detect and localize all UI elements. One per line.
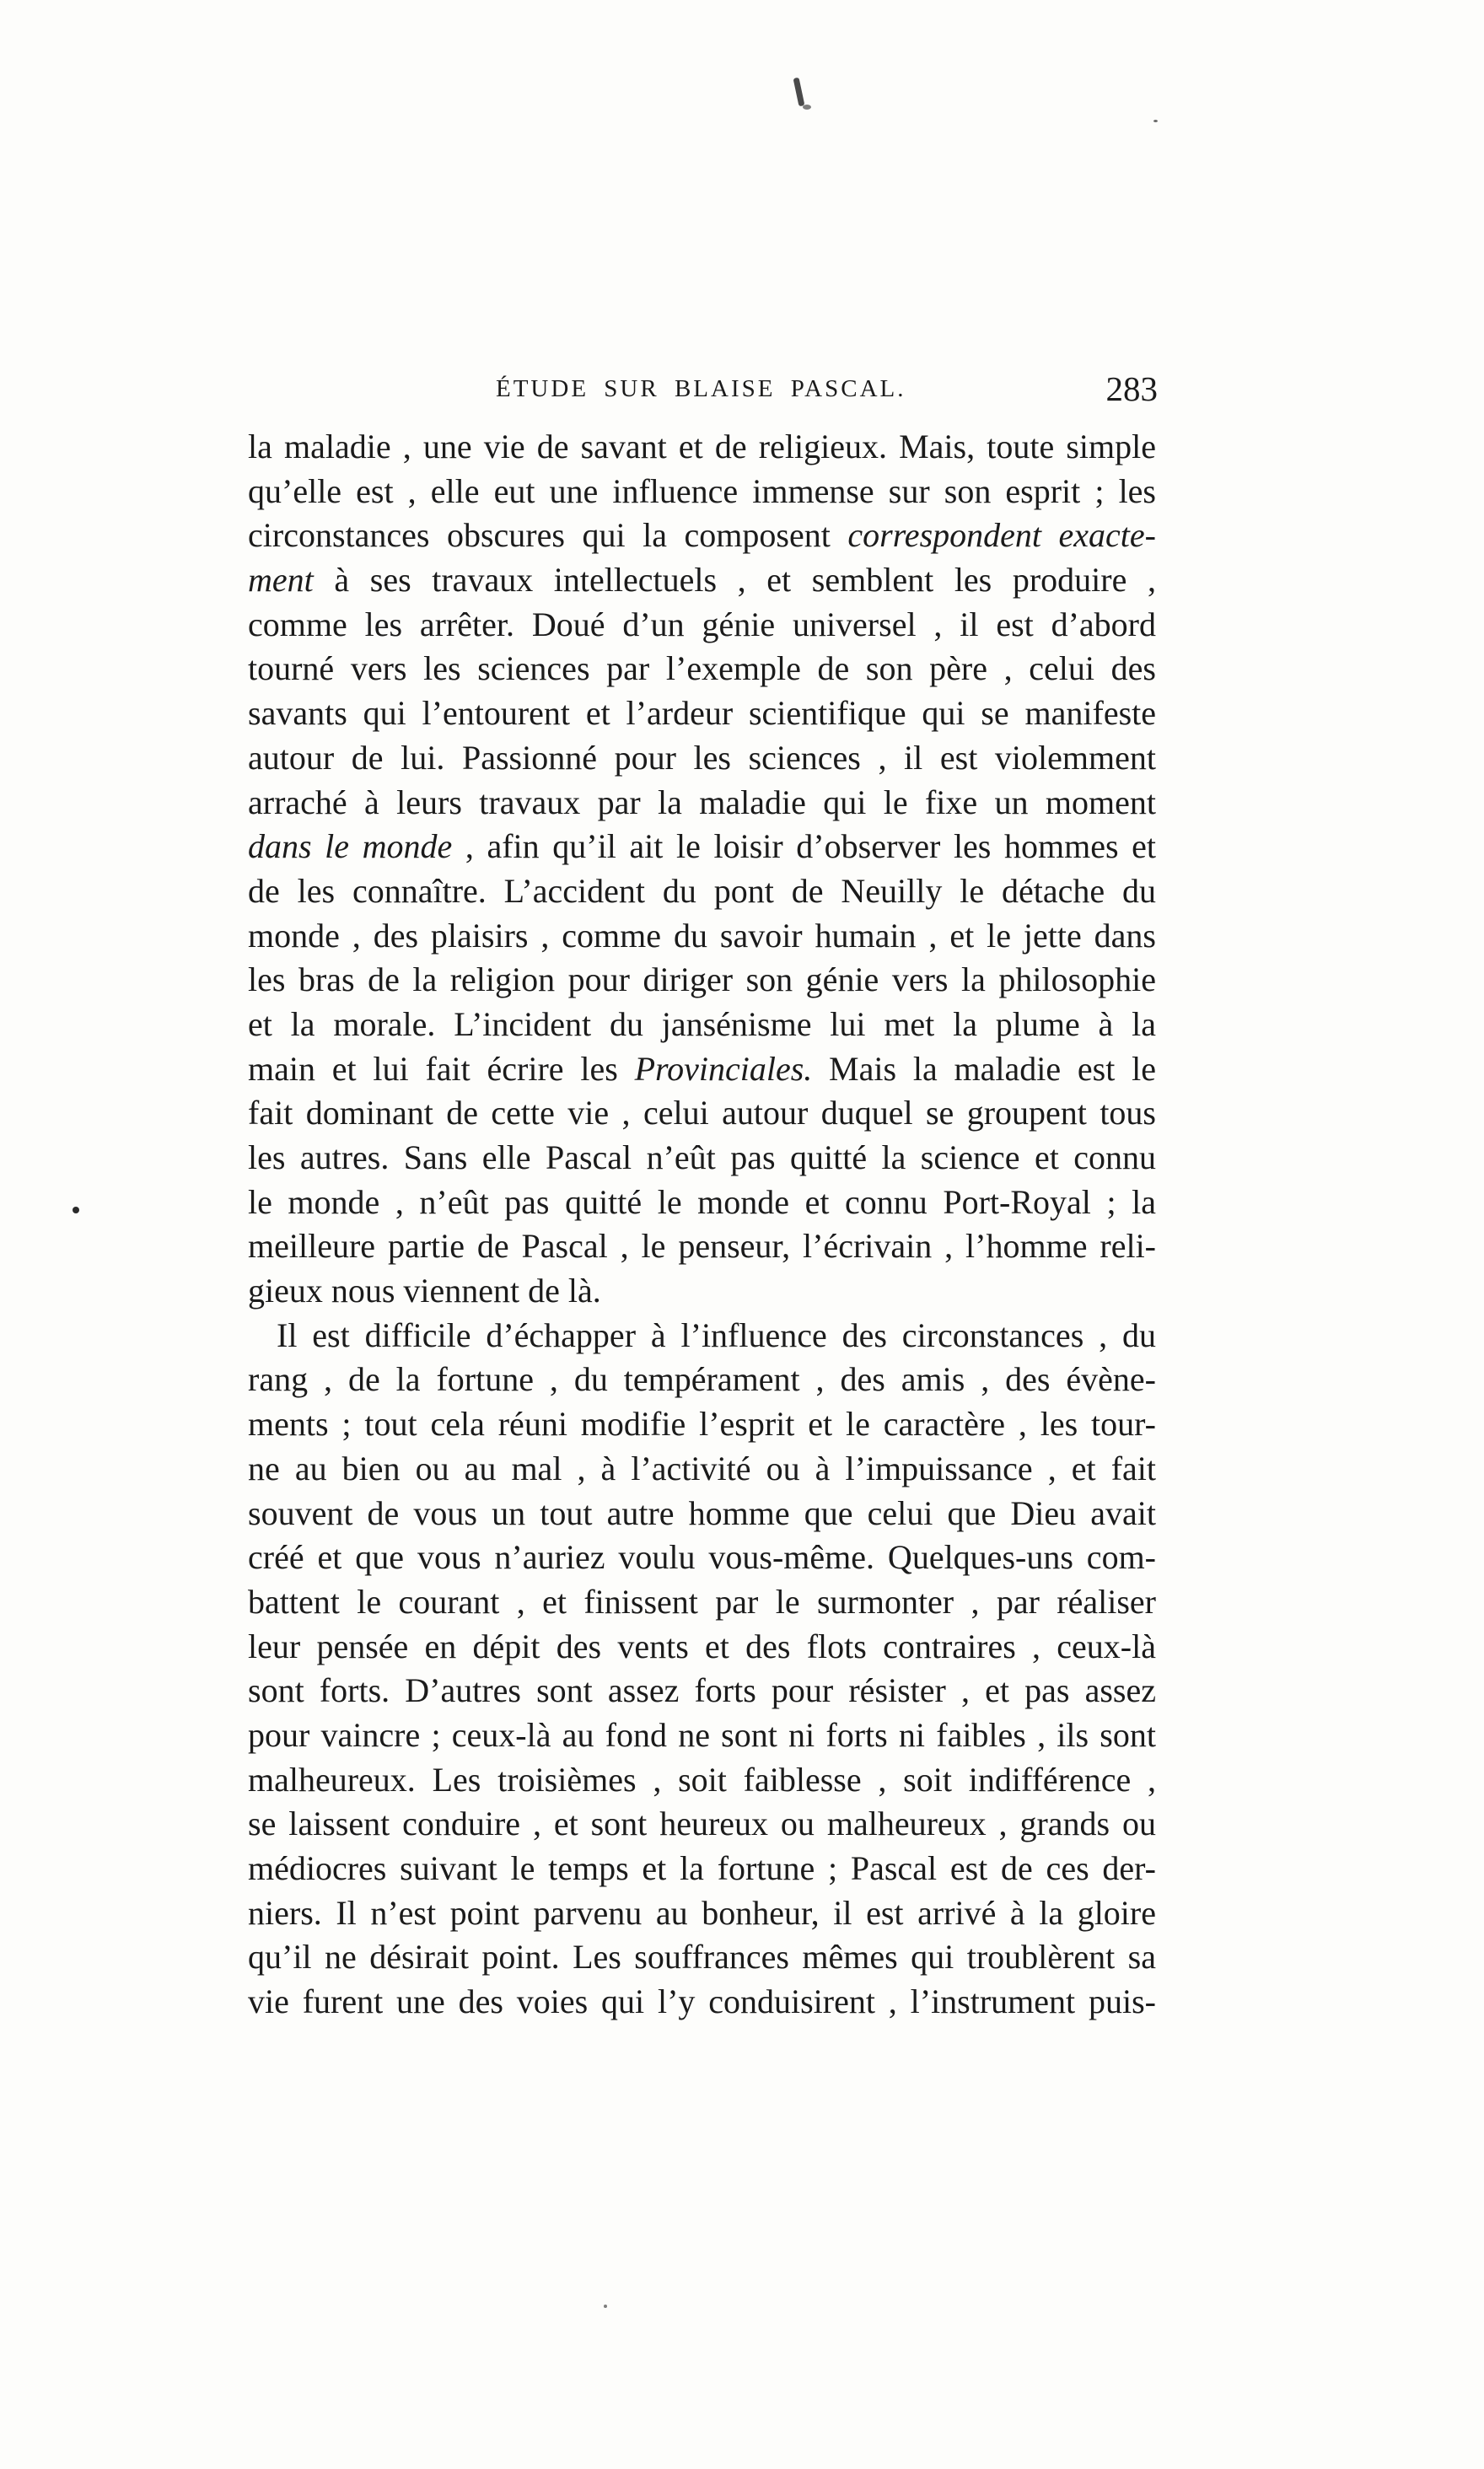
text-segment: Mais la maladie est le <box>812 1049 1156 1088</box>
text-line <box>248 1935 1156 1980</box>
text-segment: à ses travaux intellectuels , et semblent les produire , <box>313 561 1156 600</box>
text-segment: rang , de la fortune , du tempérament , des amis , des évène- <box>248 1360 1156 1399</box>
text-line <box>248 958 1156 1003</box>
text-segment: fait dominant de cette vie , celui autour duquel se groupent tous <box>248 1094 1156 1132</box>
scan-speck <box>1153 120 1158 122</box>
text-line <box>248 1669 1156 1713</box>
text-line <box>248 1536 1156 1580</box>
text-segment: leur pensée en dépit des vents et des flots contraires , ceux-là <box>248 1627 1156 1665</box>
text-segment: se laissent conduire , et sont heureux ou malheureux , grands ou <box>248 1805 1156 1843</box>
text-line <box>248 869 1156 914</box>
text-line <box>248 558 1156 603</box>
text-segment: ments ; tout cela réuni modifie l’esprit et le caractère , les tour- <box>248 1405 1156 1444</box>
text-segment: et la morale. L’incident du jansénisme lui met la plume à la <box>248 1004 1156 1043</box>
italic-text-segment: ment <box>248 561 314 600</box>
scan-speck <box>793 78 805 107</box>
text-segment: monde , des plaisirs , comme du savoir humain , et le jette dans <box>248 916 1156 955</box>
text-line <box>248 1758 1156 1803</box>
text-line <box>248 1314 1156 1358</box>
text-line <box>248 1713 1156 1758</box>
text-segment: souvent de vous un tout autre homme que celui que Dieu avait <box>248 1493 1156 1532</box>
italic-text-segment: dans le monde <box>248 827 453 866</box>
text-line <box>248 691 1156 736</box>
text-line <box>248 1402 1156 1447</box>
text-line <box>248 1269 1156 1314</box>
text-segment: tourné vers les sciences par l’exemple de son père , celui des <box>248 649 1156 688</box>
text-line <box>248 470 1156 514</box>
text-line <box>248 914 1156 959</box>
text-segment: , afin qu’il ait le loisir d’observer les hommes et <box>452 827 1156 866</box>
text-segment: qu’elle est , elle eut une influence immense sur son esprit ; les <box>248 471 1156 510</box>
text-line <box>248 1003 1156 1047</box>
text-line <box>248 781 1156 826</box>
paragraph <box>248 425 1156 1314</box>
text-segment: arraché à leurs travaux par la maladie qui le fixe un moment <box>248 783 1156 821</box>
text-segment: la maladie , une vie de savant et de religieux. Mais, toute simple <box>248 428 1156 465</box>
scan-speck <box>73 1207 79 1213</box>
text-line <box>248 1358 1156 1402</box>
text-line <box>248 825 1156 869</box>
text-line <box>248 1136 1156 1181</box>
text-line <box>248 1625 1156 1670</box>
text-segment: les autres. Sans elle Pascal n’eût pas quitté la science et connu <box>248 1138 1156 1176</box>
text-segment: main et lui fait écrire les <box>248 1049 635 1088</box>
text-line <box>248 1802 1156 1847</box>
text-segment: pour vaincre ; ceux-là au fond ne sont ni forts ni faibles , ils sont <box>248 1715 1156 1754</box>
text-segment: meilleure partie de Pascal , le penseur, l’écrivain , l’homme reli- <box>248 1227 1156 1266</box>
text-line <box>248 1447 1156 1492</box>
italic-text-segment: correspondent exacte- <box>847 516 1156 555</box>
page-number: 283 <box>1105 369 1158 408</box>
text-line <box>248 1224 1156 1269</box>
text-segment: circonstances obscures qui la composent <box>248 516 848 555</box>
text-segment: créé et que vous n’auriez voulu vous-même. Quelques-uns com- <box>248 1538 1156 1577</box>
running-title: ÉTUDE SUR BLAISE PASCAL. <box>496 375 906 402</box>
text-segment: savants qui l’entourent et l’ardeur scientifique qui se manifeste <box>248 694 1156 733</box>
text-segment: médiocres suivant le temps et la fortune ; Pascal est de ces der- <box>248 1849 1156 1887</box>
text-line <box>248 1980 1156 2025</box>
italic-text-segment: Provinciales. <box>634 1049 813 1088</box>
text-line <box>248 1181 1156 1225</box>
text-segment: comme les arrêter. Doué d’un génie universel , il est d’abord <box>248 605 1156 643</box>
text-line <box>248 1492 1156 1536</box>
text-line <box>248 603 1156 648</box>
text-segment: sont forts. D’autres sont assez forts pour résister , et pas assez <box>248 1671 1156 1710</box>
text-segment: malheureux. Les troisièmes , soit faiblesse , soit indifférence , <box>248 1760 1156 1799</box>
body-text <box>248 425 1156 2025</box>
scan-speck <box>803 105 811 110</box>
text-segment: Il est difficile d’échapper à l’influence des circonstances , du <box>277 1315 1156 1354</box>
text-segment: battent le courant , et finissent par le surmonter , par réaliser <box>248 1582 1156 1621</box>
scan-speck <box>604 2305 607 2308</box>
text-segment: les bras de la religion pour diriger son génie vers la philosophie <box>248 960 1156 999</box>
text-line <box>248 1580 1156 1625</box>
text-segment: de les connaître. L’accident du pont de Neuilly le détache du <box>248 871 1156 910</box>
text-segment: qu’il ne désirait point. Les souffrances mêmes qui troublèrent sa <box>248 1938 1156 1977</box>
text-line <box>248 1047 1156 1092</box>
text-segment: gieux nous viennent de là. <box>248 1272 601 1310</box>
paragraph <box>248 1314 1156 2025</box>
text-line <box>248 647 1156 691</box>
text-line <box>248 425 1156 470</box>
text-segment: le monde , n’eût pas quitté le monde et connu Port-Royal ; la <box>248 1182 1156 1221</box>
text-line <box>248 1891 1156 1936</box>
text-segment: ne au bien ou au mal , à l’activité ou à l’impuissance , et fait <box>248 1449 1156 1487</box>
text-segment: autour de lui. Passionné pour les sciences , il est violemment <box>248 738 1156 777</box>
text-segment: vie furent une des voies qui l’y conduisirent , l’instrument puis- <box>248 1982 1156 2021</box>
text-line <box>248 514 1156 558</box>
text-line <box>248 736 1156 781</box>
text-segment: niers. Il n’est point parvenu au bonheur, il est arrivé à la gloire <box>248 1893 1156 1932</box>
text-line <box>248 1847 1156 1891</box>
text-line <box>248 1091 1156 1136</box>
